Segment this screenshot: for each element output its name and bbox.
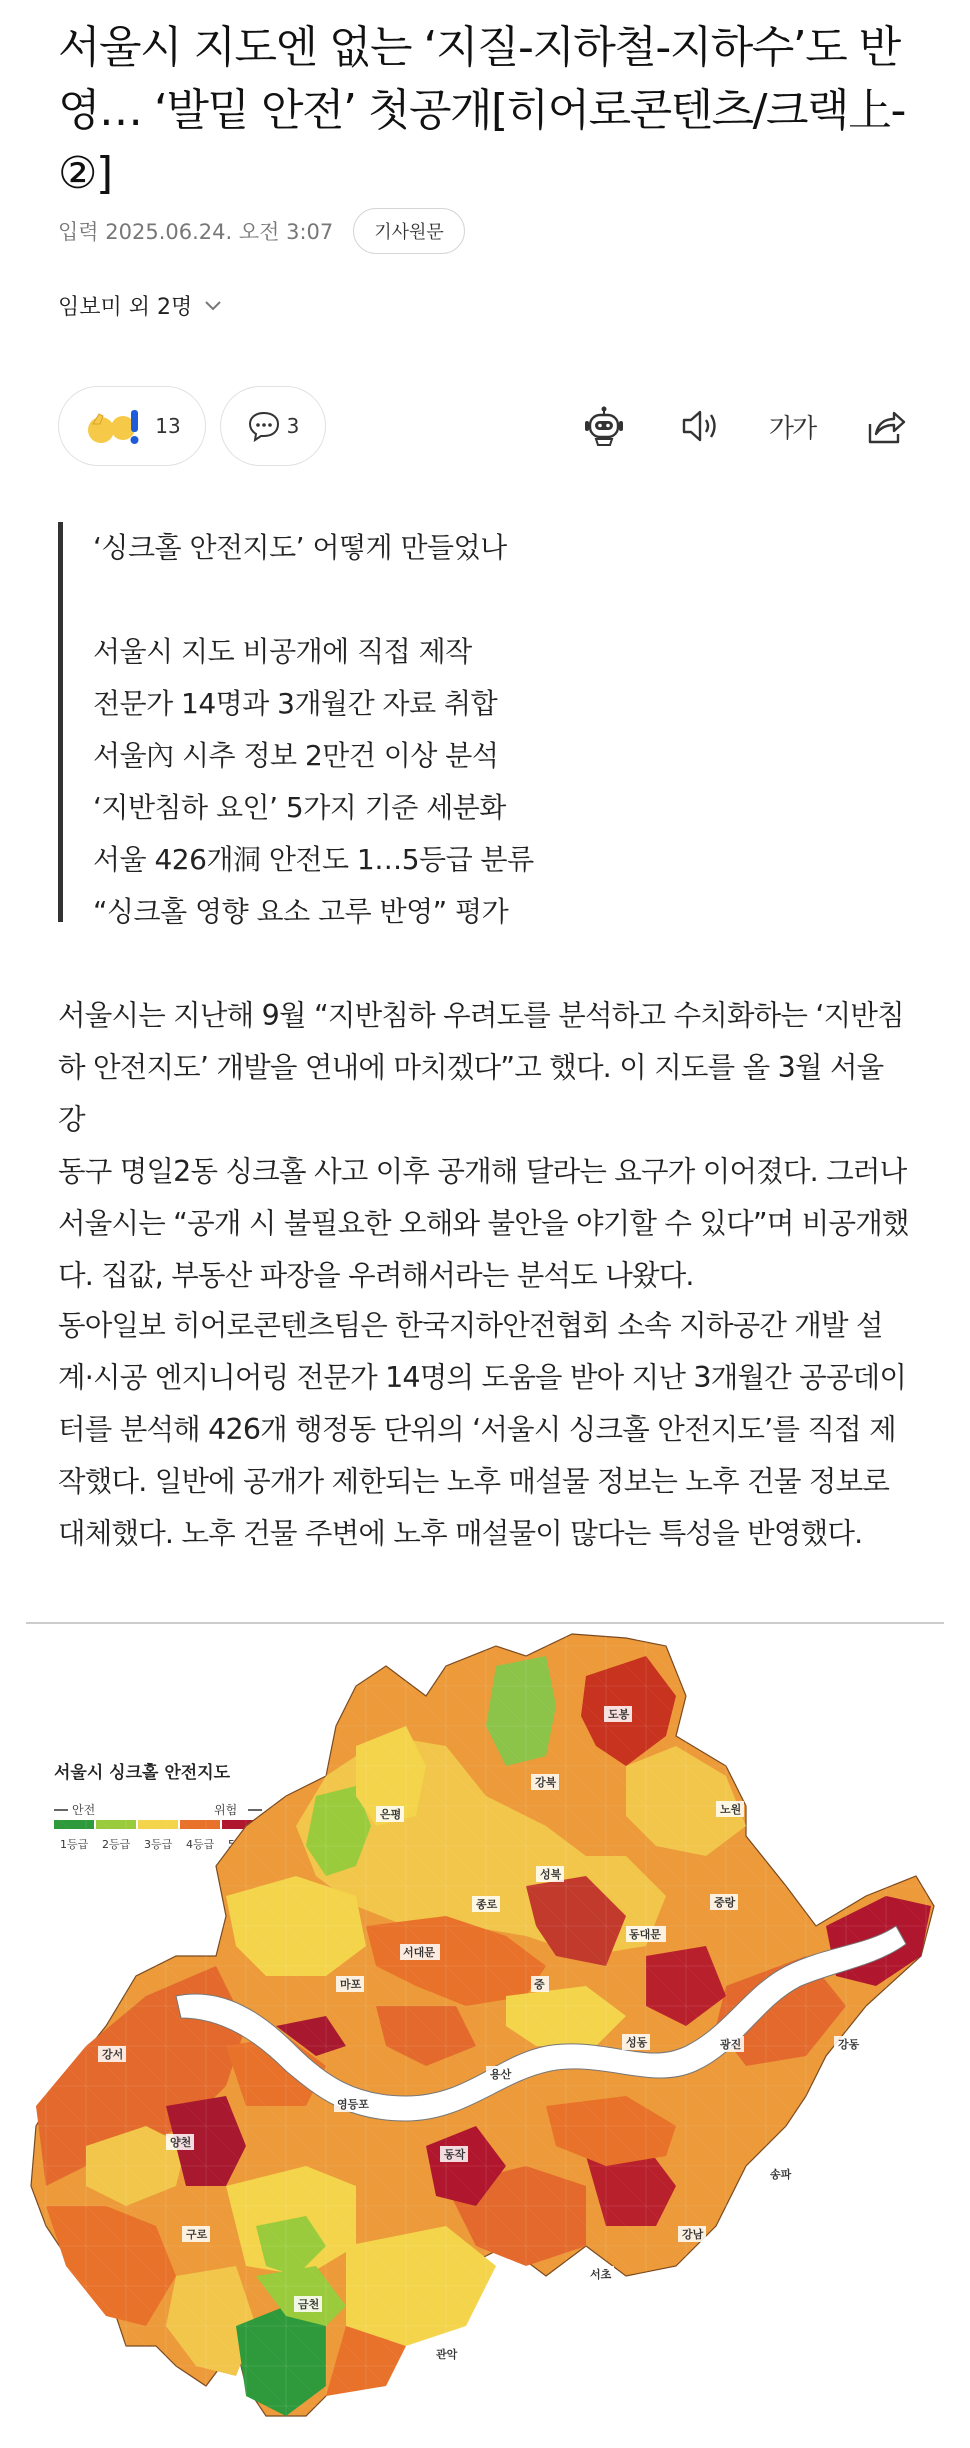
sinkhole-safety-map[interactable] <box>26 1626 944 2448</box>
robot-summary-button[interactable] <box>582 404 626 448</box>
district-label: 성북 <box>540 1868 562 1881</box>
district-label: 강동 <box>838 2038 860 2051</box>
summary-line: ‘싱크홀 안전지도’ 어떻게 만들었나 <box>93 531 507 564</box>
district-label: 서초 <box>590 2268 612 2281</box>
district-label: 강서 <box>102 2048 124 2061</box>
author-name: 임보미 외 2명 <box>58 295 193 320</box>
district-label: 양천 <box>170 2136 192 2149</box>
share-button[interactable] <box>864 404 908 448</box>
body-paragraph <box>58 990 918 1302</box>
audio-button[interactable] <box>678 404 722 448</box>
article-summary <box>58 522 658 928</box>
comment-count: 3 <box>286 414 300 438</box>
body-line: 서울시는 지난해 9월 “지반침하 우려도를 분석하고 수치화하는 ‘지반침 <box>58 999 904 1032</box>
original-article-button[interactable]: 기사원문 <box>353 208 465 254</box>
body-line: 동아일보 히어로콘텐츠팀은 한국지하안전협회 소속 지하공간 개발 설 <box>58 1309 883 1342</box>
author-toggle[interactable] <box>58 290 222 321</box>
district-label: 강북 <box>535 1776 557 1789</box>
reaction-emoji-icon <box>83 404 145 448</box>
district-label: 중 <box>534 1978 545 1991</box>
summary-line: ‘지반침하 요인’ 5가지 기준 세분화 <box>93 791 506 824</box>
robot-icon <box>582 404 626 448</box>
district-label: 도봉 <box>608 1708 630 1721</box>
district-label: 강남 <box>682 2228 704 2241</box>
district-label: 은평 <box>380 1808 402 1821</box>
body-line: 동구 명일2동 싱크홀 사고 이후 공개해 달라는 요구가 이어졌다. 그러나 <box>58 1155 907 1188</box>
publish-date: 입력 2025.06.24. 오전 3:07 <box>58 220 334 244</box>
font-size-label: 가가 <box>768 413 816 444</box>
article-title: 서울시 지도엔 없는 ‘지질-지하철-지하수’도 반영… ‘발밑 안전’ 첫공개[히어로콘텐츠/크랙上-②] <box>58 22 905 199</box>
district-label: 종로 <box>476 1898 498 1911</box>
body-line: 계·시공 엔지니어링 전문가 14명의 도움을 받아 지난 3개월간 공공데이 <box>58 1361 907 1394</box>
article-meta <box>58 207 465 255</box>
body-line: 서울시는 “공개 시 불필요한 오해와 불안을 야기할 수 있다”며 비공개했 <box>58 1207 909 1240</box>
image-divider <box>26 1622 944 1624</box>
body-line: 터를 분석해 426개 행정동 단위의 ‘서울시 싱크홀 안전지도’를 직접 제 <box>58 1413 896 1446</box>
district-label: 서대문 <box>403 1946 435 1959</box>
body-paragraph <box>58 1300 918 1560</box>
comment-button[interactable] <box>220 386 326 466</box>
font-size-button[interactable] <box>762 404 822 448</box>
district-label: 노원 <box>720 1803 742 1816</box>
action-bar <box>58 386 918 466</box>
summary-line: 서울 426개洞 안전도 1…5등급 분류 <box>93 843 534 876</box>
share-icon <box>864 404 908 448</box>
summary-line <box>93 574 658 626</box>
speaker-icon <box>678 404 722 448</box>
body-line: 다. 집값, 부동산 파장을 우려해서라는 분석도 나왔다. <box>58 1259 694 1292</box>
district-label: 구로 <box>186 2228 208 2241</box>
body-line: 작했다. 일반에 공개가 제한되는 노후 매설물 정보는 노후 건물 정보로 <box>58 1465 890 1498</box>
district-label: 동작 <box>444 2148 466 2161</box>
district-label: 용산 <box>490 2068 512 2081</box>
district-label: 송파 <box>770 2168 792 2181</box>
summary-line: 서울內 시추 정보 2만건 이상 분석 <box>93 739 499 772</box>
district-label: 금천 <box>298 2298 320 2311</box>
summary-line: “싱크홀 영향 요소 고루 반영” 평가 <box>93 895 509 928</box>
reaction-button[interactable] <box>58 386 206 466</box>
comment-icon <box>247 410 281 442</box>
summary-line: 서울시 지도 비공개에 직접 제작 <box>93 635 472 668</box>
district-label: 동대문 <box>629 1928 661 1941</box>
chevron-down-icon <box>204 300 222 312</box>
district-label: 성동 <box>626 2036 648 2049</box>
body-line: 하 안전지도’ 개발을 연내에 마치겠다”고 했다. 이 지도를 올 3월 서울 강 <box>58 1051 884 1136</box>
summary-line: 전문가 14명과 3개월간 자료 취합 <box>93 687 498 720</box>
district-label: 영등포 <box>337 2098 369 2111</box>
reaction-count: 13 <box>155 414 181 438</box>
body-line: 대체했다. 노후 건물 주변에 노후 매설물이 많다는 특성을 반영했다. <box>58 1517 863 1550</box>
district-label: 관악 <box>436 2348 458 2361</box>
district-label: 마포 <box>340 1978 362 1991</box>
district-label: 광진 <box>720 2038 742 2051</box>
district-label: 중랑 <box>714 1896 736 1909</box>
